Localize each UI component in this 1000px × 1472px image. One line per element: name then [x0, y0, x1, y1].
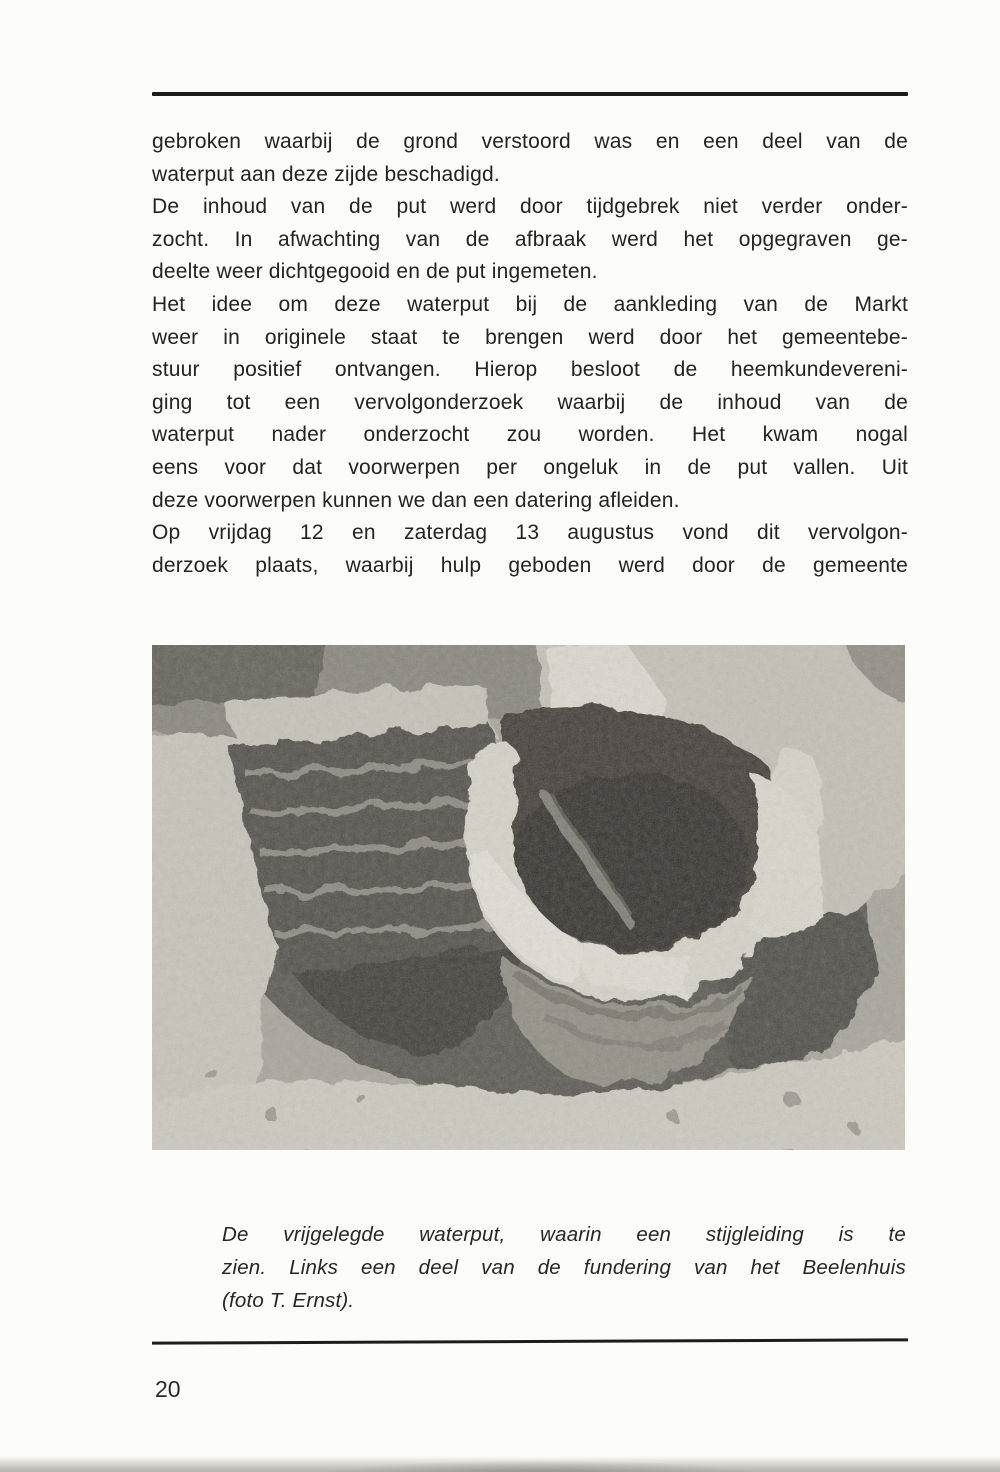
- paragraph: [152, 126, 908, 191]
- scan-artifact-band: [0, 1456, 1000, 1472]
- excavation-photo: [152, 645, 905, 1150]
- text-line: ging tot een vervolgonderzoek waarbij de inhoud van de: [152, 390, 908, 414]
- caption-line: (foto T. Ernst).: [222, 1289, 355, 1312]
- text-line: derzoek plaats, waarbij hulp geboden werd door de gemeente: [152, 553, 908, 577]
- text-line: waterput nader onderzocht zou worden. Het kwam nogal: [152, 423, 908, 447]
- text-line: deze voorwerpen kunnen we dan een datering afleiden.: [152, 488, 680, 512]
- text-line: De inhoud van de put werd door tijdgebrek niet verder onder-: [152, 195, 908, 219]
- scan-smudge: [330, 1460, 750, 1472]
- bottom-rule: [152, 1338, 908, 1344]
- paragraph: [152, 289, 908, 517]
- caption-line: zien. Links een deel van de fundering van het Beelenhuis: [222, 1256, 906, 1279]
- body-text: [152, 126, 908, 582]
- text-line: zocht. In afwachting van de afbraak werd het opgegraven ge-: [152, 227, 908, 251]
- text-line: Op vrijdag 12 en zaterdag 13 augustus vond dit vervolgon-: [152, 521, 908, 545]
- top-rule: [152, 92, 908, 96]
- text-line: stuur positief ontvangen. Hierop besloot de heemkundevereni-: [152, 358, 908, 382]
- text-line: weer in originele staat te brengen werd door het gemeentebe-: [152, 325, 908, 349]
- page-number: 20: [155, 1376, 181, 1402]
- text-line: Het idee om deze waterput bij de aankleding van de Markt: [152, 292, 908, 316]
- text-line: deelte weer dichtgegooid en de put ingemeten.: [152, 260, 598, 284]
- paragraph: [152, 517, 908, 582]
- photo-caption: [222, 1218, 906, 1317]
- paragraph: [152, 191, 908, 289]
- text-line: eens voor dat voorwerpen per ongeluk in de put vallen. Uit: [152, 455, 908, 479]
- text-line: waterput aan deze zijde beschadigd.: [152, 162, 500, 186]
- text-line: gebroken waarbij de grond verstoord was en een deel van de: [152, 130, 908, 153]
- caption-line: De vrijgelegde waterput, waarin een stijgleiding is te: [222, 1223, 906, 1246]
- waterput-photo-illustration: [152, 645, 905, 1150]
